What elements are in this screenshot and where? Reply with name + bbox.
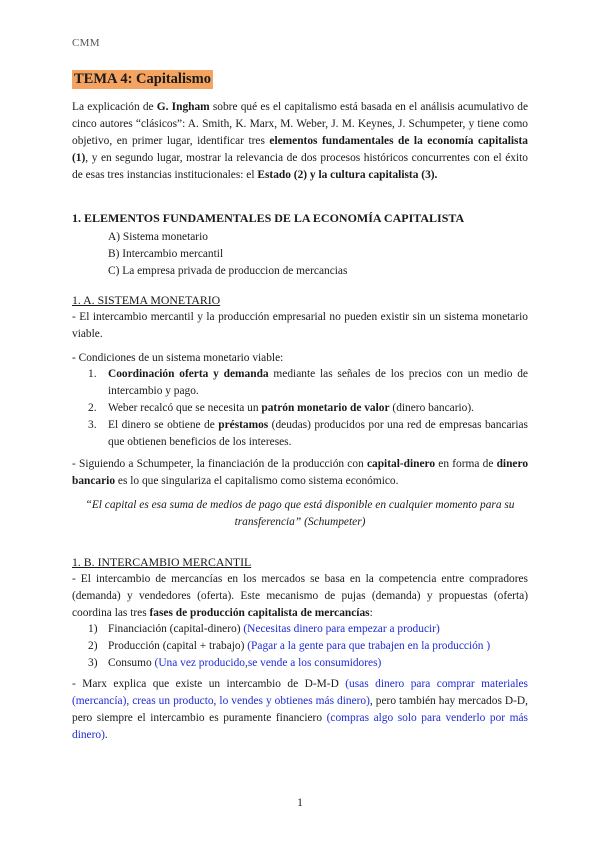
item-text: (deudas) producidos por una red de empresas bancarias que obtienen beneficios de los intereses.: [108, 419, 528, 448]
list-item: A) Sistema monetario: [108, 231, 208, 243]
para-text: - Siguiendo a Schumpeter, la financiación de la producción con: [72, 458, 367, 470]
phases-list: [88, 621, 528, 672]
item-text: Financiación (capital-dinero): [108, 623, 244, 635]
section-1-list: [108, 229, 347, 280]
item-text: Producción (capital + trabajo): [108, 640, 248, 652]
item-number: 1.: [88, 368, 97, 380]
section-1b-heading: 1. B. INTERCAMBIO MERCANTIL: [72, 555, 252, 569]
handwritten-note: (Necesitas dinero para empezar a producir): [243, 623, 440, 635]
list-item: [88, 621, 528, 638]
intro-text: , y en segundo lugar, mostrar la relevancia de dos procesos históricos concurrentes con el éxito de esas tres instancias institucionales: el: [72, 152, 528, 181]
para-text: , pero también hay mercados D-D, pero siempre el intercambio es puramente financiero: [72, 695, 528, 724]
handwritten-note: (compras algo solo para venderlo por más dinero): [72, 712, 528, 741]
item-bold: Coordinación oferta y demanda: [108, 368, 269, 380]
list-item: B) Intercambio mercantil: [108, 248, 224, 260]
list-item: [88, 417, 528, 451]
item-text: mediante las señales de los precios con un medio de intercambio y pago.: [108, 368, 528, 397]
list-item: [88, 638, 528, 655]
para-text: .: [104, 729, 108, 741]
item-text: El dinero se obtiene de: [108, 419, 219, 431]
para-text: - Marx explica que existe un intercambio de D-M-D: [72, 678, 346, 690]
intro-bold: Estado (2) y la cultura capitalista (3).: [257, 169, 438, 181]
section-1a-paragraph: - El intercambio mercantil y la producción empresarial no pueden existir sin un sistema monetario viable.: [72, 311, 528, 340]
list-item: [88, 366, 528, 400]
para-bold: capital-dinero: [366, 458, 436, 470]
para-text: es lo que singulariza el capitalismo como sistema económico.: [115, 475, 399, 487]
page-header: CMM: [72, 37, 100, 49]
item-number: 3.: [88, 419, 97, 431]
schumpeter-quote: “El capital es esa suma de medios de pago que está disponible en cualquier momento para su transferencia” (Schumpeter): [85, 499, 515, 528]
section-1b-paragraph: [72, 571, 528, 622]
page-number: 1: [297, 797, 303, 809]
conditions-list: [88, 366, 528, 451]
para-bold: fases de producción capitalista de mercancías: [149, 607, 370, 619]
para-bold: dinero bancario: [72, 458, 529, 487]
item-number: 1): [88, 623, 98, 635]
item-text: Weber recalcó que se necesita un: [108, 402, 262, 414]
intro-text: sobre qué es el capitalismo está basada en el análisis acumulativo de cinco autores “clásicos”: A. Smith, K. Marx, M. Weber, J. M. Keynes, J. Schumpeter, y tiene como objetivo, en primer lugar, identificar tres: [72, 101, 528, 147]
para-text: :: [369, 607, 373, 619]
schumpeter-paragraph: [72, 456, 528, 490]
item-bold: préstamos: [218, 419, 269, 431]
para-text: - El intercambio de mercancías en los mercados se basa en la competencia entre compradores (demanda) y vendedores (oferta). Este mecanismo de pujas (demanda) y propuestas (oferta) coordina las tres: [72, 573, 528, 619]
conditions-intro: - Condiciones de un sistema monetario viable:: [72, 352, 284, 364]
item-bold: patrón monetario de valor: [261, 402, 390, 414]
item-text: Consumo: [108, 657, 155, 669]
list-item: [88, 400, 528, 417]
item-number: 3): [88, 657, 98, 669]
page-title: TEMA 4: Capitalismo: [74, 71, 211, 87]
intro-text: La explicación de: [72, 101, 157, 113]
list-item: [88, 655, 528, 672]
intro-bold: elementos fundamentales de la economía capitalista (1): [72, 135, 528, 164]
item-number: 2.: [88, 402, 97, 414]
section-1a-heading: 1. A. SISTEMA MONETARIO: [72, 293, 221, 307]
handwritten-note: (Una vez producido,se vende a los consumidores): [154, 657, 382, 669]
item-text: (dinero bancario).: [389, 402, 474, 414]
section-1-heading: 1. ELEMENTOS FUNDAMENTALES DE LA ECONOMÍA CAPITALISTA: [72, 211, 465, 225]
handwritten-note: (usas dinero para comprar materiales (mercancía), creas un producto, lo vendes y obtienes más dinero): [72, 678, 528, 707]
item-number: 2): [88, 640, 98, 652]
handwritten-note: (Pagar a la gente para que trabajen en la producción ): [247, 640, 491, 652]
intro-paragraph: [72, 99, 528, 184]
marx-paragraph: [72, 676, 528, 744]
list-item: C) La empresa privada de produccion de mercancias: [108, 265, 348, 277]
para-text: en forma de: [435, 458, 497, 470]
intro-bold: G. Ingham: [156, 101, 210, 113]
